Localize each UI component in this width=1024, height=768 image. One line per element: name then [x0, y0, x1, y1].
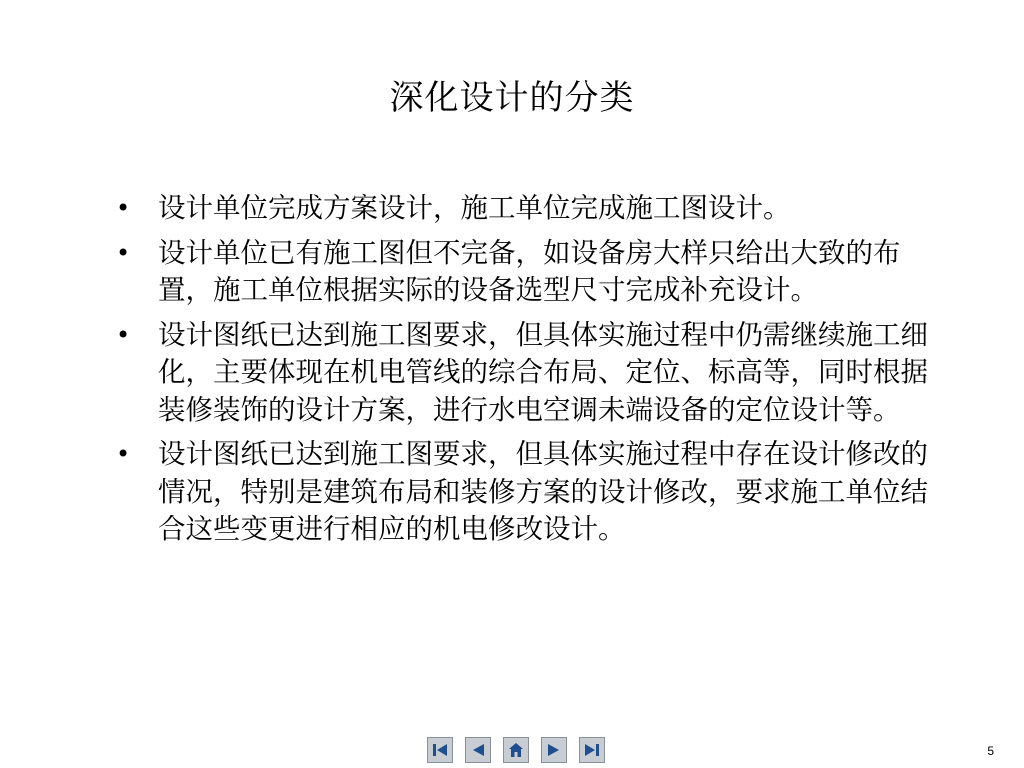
bullet-item — [110, 190, 950, 228]
bullet-text: 设计单位已有施工图但不完备，如设备房大样只给出大致的布置，施工单位根据实际的设备选型尺寸完成补充设计。 — [158, 236, 901, 306]
bullet-item — [110, 436, 950, 549]
slide-title: 深化设计的分类 — [389, 78, 635, 118]
last-slide-icon — [583, 741, 601, 759]
bullet-list — [110, 190, 950, 556]
bullet-item — [110, 235, 950, 310]
bullet-text: 设计单位完成方案设计，施工单位完成施工图设计。 — [158, 192, 791, 224]
slide-navigation — [427, 737, 605, 765]
previous-slide-button[interactable] — [465, 737, 491, 763]
home-button[interactable] — [503, 737, 529, 763]
page-number: 5 — [987, 744, 994, 758]
bullet-item — [110, 317, 950, 430]
first-slide-icon — [431, 741, 449, 759]
bullet-marker: • — [116, 440, 131, 468]
bullet-text: 设计图纸已达到施工图要求，但具体实施过程中仍需继续施工细化，主要体现在机电管线的综合布局、定位、标高等，同时根据装修装饰的设计方案，进行水电空调未端设备的定位设计等。 — [158, 318, 928, 426]
last-slide-button[interactable] — [579, 737, 605, 763]
bullet-marker: • — [116, 194, 131, 222]
bullet-marker: • — [116, 238, 131, 267]
next-slide-icon — [545, 741, 563, 759]
previous-slide-icon — [469, 741, 487, 759]
next-slide-button[interactable] — [541, 737, 567, 763]
bullet-marker: • — [116, 320, 131, 349]
home-icon — [507, 741, 525, 759]
bullet-text: 设计图纸已达到施工图要求，但具体实施过程中存在设计修改的情况，特别是建筑布局和装修方案的设计修改，要求施工单位结合这些变更进行相应的机电修改设计。 — [158, 438, 928, 545]
first-slide-button[interactable] — [427, 737, 453, 763]
